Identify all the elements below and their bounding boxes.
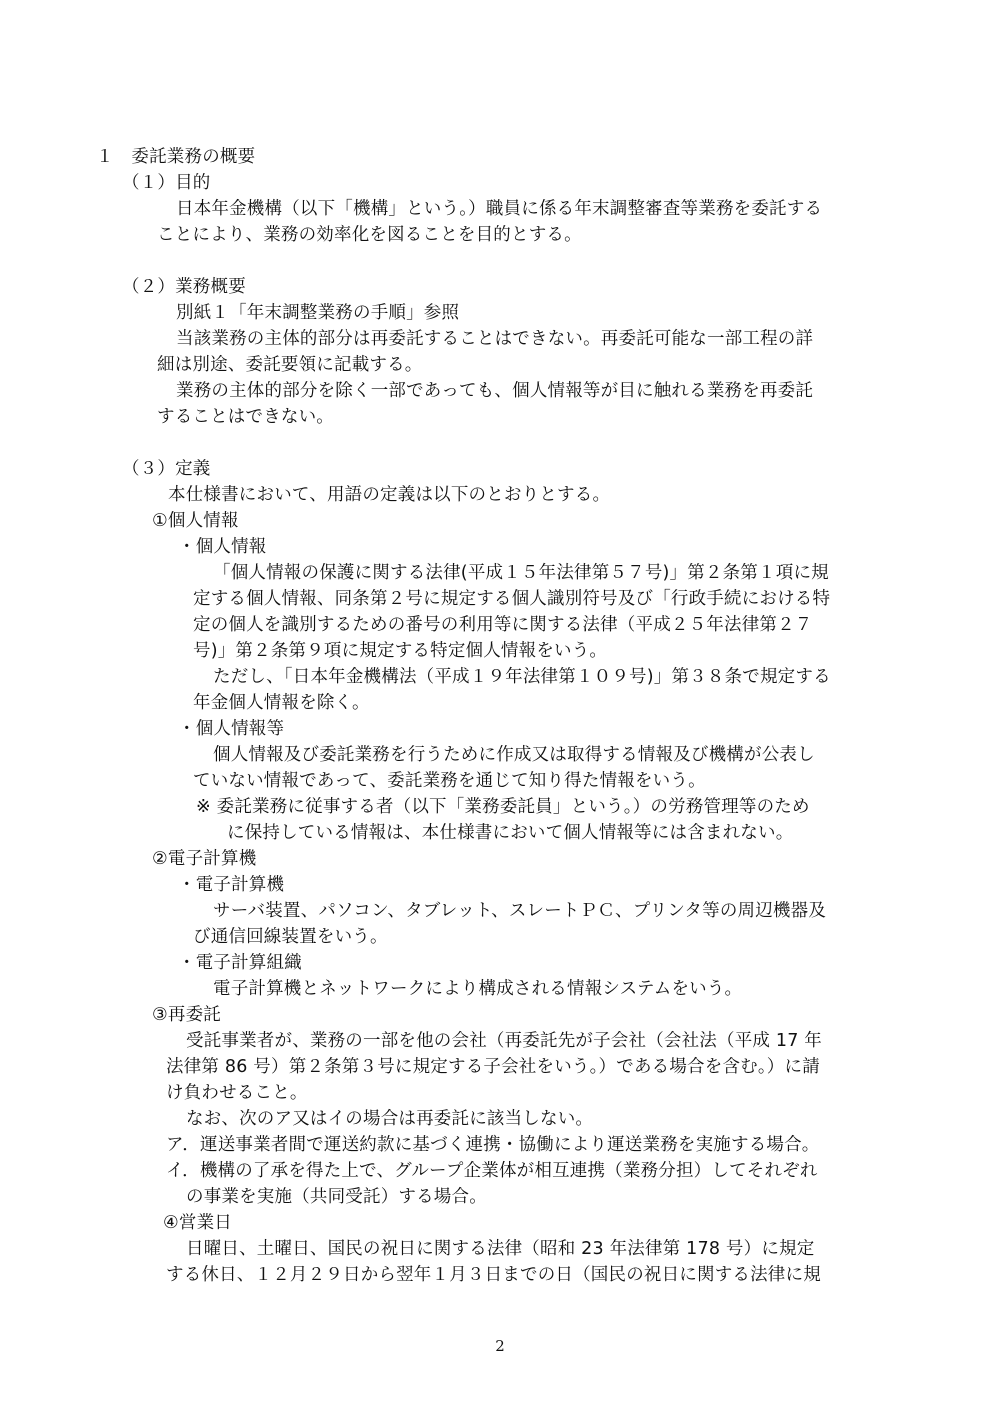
body-line: 当該業務の主体的部分は再委託することはできない。再委託可能な一部工程の詳 xyxy=(176,329,814,349)
body-line: 号)」第２条第９項に規定する特定個人情報をいう。 xyxy=(193,641,608,661)
body-line: 業務の主体的部分を除く一部であっても、個人情報等が目に触れる業務を再委託 xyxy=(176,381,814,401)
body-line: 年金個人情報を除く。 xyxy=(193,693,370,713)
list-item-i: イ．機構の了承を得た上で、グループ企業体が相互連携（業務分担）してそれぞれ xyxy=(166,1161,818,1181)
body-line: ことにより、業務の効率化を図ることを目的とする。 xyxy=(157,225,582,245)
body-line: 電子計算機とネットワークにより構成される情報システムをいう。 xyxy=(213,979,743,999)
bullet-heading: ・電子計算組織 xyxy=(178,953,302,973)
body-line: 個人情報及び委託業務を行うために作成又は取得する情報及び機構が公表し xyxy=(213,745,815,765)
bullet-heading: ・個人情報 xyxy=(178,537,267,557)
item-heading: ④営業日 xyxy=(163,1213,232,1233)
body-line: 本仕様書において、用語の定義は以下のとおりとする。 xyxy=(168,485,611,505)
body-line: ていない情報であって、委託業務を通じて知り得た情報をいう。 xyxy=(193,771,706,791)
body-line: ただし、「日本年金機構法（平成１９年法律第１０９号)」第３８条で規定する xyxy=(213,667,831,687)
list-item-a: ア．運送事業者間で運送約款に基づく連携・協働により運送業務を実施する場合。 xyxy=(166,1135,820,1155)
body-line: 受託事業者が、業務の一部を他の会社（再委託先が子会社（会社法（平成 17 年 xyxy=(186,1031,822,1051)
note-line: ※ 委託業務に従事する者（以下「業務委託員」という。）の労務管理等のため xyxy=(196,797,810,817)
item-heading: ③再委託 xyxy=(152,1005,221,1025)
body-line: の事業を実施（共同受託）する場合。 xyxy=(186,1187,487,1207)
body-line: 日本年金機構（以下「機構」という。）職員に係る年末調整審査等業務を委託する xyxy=(176,199,823,219)
body-line: サーバ装置、パソコン、タブレット、スレートＰＣ、プリンタ等の周辺機器及 xyxy=(213,901,827,921)
body-line: け負わせること。 xyxy=(166,1083,308,1103)
body-line: する休日、１２月２９日から翌年１月３日までの日（国民の祝日に関する法律に規 xyxy=(166,1265,821,1285)
section-heading: １ 委託業務の概要 xyxy=(96,147,256,167)
body-line: 細は別途、委託要領に記載する。 xyxy=(157,355,423,375)
body-line: 別紙１「年末調整業務の手順」参照 xyxy=(176,303,460,323)
note-line: に保持している情報は、本仕様書において個人情報等には含まれない。 xyxy=(227,823,794,843)
bullet-heading: ・個人情報等 xyxy=(178,719,285,739)
subsection-heading-definitions: （３）定義 xyxy=(122,459,211,479)
item-heading: ②電子計算機 xyxy=(152,849,257,869)
body-line: 「個人情報の保護に関する法律(平成１５年法律第５７号)」第２条第１項に規 xyxy=(213,563,829,583)
subsection-heading-overview: （２）業務概要 xyxy=(122,277,246,297)
body-line: 日曜日、土曜日、国民の祝日に関する法律（昭和 23 年法律第 178 号）に規定 xyxy=(186,1239,815,1259)
body-line: 法律第 86 号）第２条第３号に規定する子会社をいう。）である場合を含む。）に請 xyxy=(166,1057,820,1077)
body-line: することはできない。 xyxy=(157,407,334,427)
body-line: なお、次のア又はイの場合は再委託に該当しない。 xyxy=(186,1109,594,1129)
page-number: 2 xyxy=(495,1337,505,1355)
subsection-heading-purpose: （１）目的 xyxy=(122,173,211,193)
body-line: び通信回線装置をいう。 xyxy=(193,927,388,947)
bullet-heading: ・電子計算機 xyxy=(178,875,285,895)
body-line: 定の個人を識別するための番号の利用等に関する法律（平成２５年法律第２７ xyxy=(193,615,813,635)
body-line: 定する個人情報、同条第２号に規定する個人識別符号及び「行政手続における特 xyxy=(193,589,831,609)
item-heading: ①個人情報 xyxy=(152,511,239,531)
